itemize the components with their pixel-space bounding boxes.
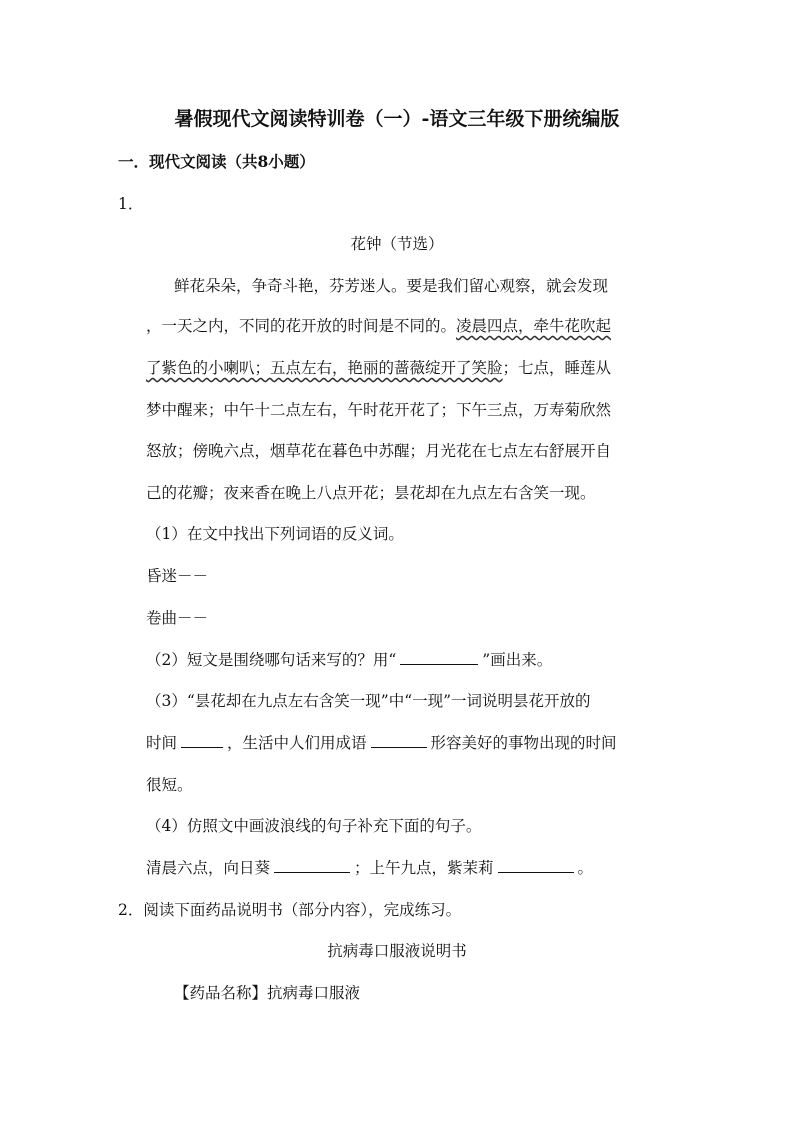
wavy-underlined-text: 凌晨四点，牵牛花吹起 bbox=[456, 317, 612, 335]
sub-question-2-text-end: ”画出来。 bbox=[482, 651, 553, 669]
sub-question-3-line-1: （3）“昙花却在九点左右含笑一现”中“一现”一词说明昙花开放的 bbox=[146, 692, 591, 710]
sub-question-4-text: ；上午九点，紫茉莉 bbox=[354, 859, 494, 877]
passage-line-5: 怒放；傍晚六点，烟草花在暮色中苏醒；月光花在七点左右舒展开自 bbox=[146, 442, 612, 460]
passage-line-2 bbox=[146, 314, 611, 336]
answer-blank[interactable] bbox=[371, 733, 427, 748]
sub-question-4-fill bbox=[146, 856, 593, 878]
sub-question-3-line-3: 很短。 bbox=[146, 776, 193, 794]
sub-question-3-text: 形容美好的事物出现的时间 bbox=[430, 734, 617, 752]
passage-line-3 bbox=[146, 356, 611, 378]
passage-line-1: 鲜花朵朵，争奇斗艳，芬芳迷人。要是我们留心观察，就会发现 bbox=[174, 277, 609, 295]
passage-text: ；七点，睡莲从 bbox=[502, 359, 612, 377]
antonym-item-2: 卷曲－－ bbox=[146, 609, 209, 627]
sub-question-4-text: 清晨六点，向日葵 bbox=[146, 859, 271, 877]
passage-title-medicine: 抗病毒口服液说明书 bbox=[327, 942, 467, 960]
answer-blank[interactable] bbox=[400, 650, 478, 665]
document-title: 暑假现代文阅读特训卷（一）-语文三年级下册统编版 bbox=[174, 108, 620, 130]
sub-question-3-text: ，生活中人们用成语 bbox=[227, 734, 367, 752]
answer-blank[interactable] bbox=[498, 858, 574, 873]
answer-blank[interactable] bbox=[274, 858, 350, 873]
medicine-name-line: 【药品名称】抗病毒口服液 bbox=[174, 984, 361, 1002]
sub-question-2 bbox=[146, 648, 552, 670]
passage-line-6: 己的花瓣；夜来香在晚上八点开花；昙花却在九点左右含笑一现。 bbox=[146, 484, 596, 502]
sub-question-2-text: （2）短文是围绕哪句话来写的？用“ bbox=[146, 651, 397, 669]
sub-question-1: （1）在文中找出下列词语的反义词。 bbox=[146, 525, 404, 543]
sub-question-3-line-2 bbox=[146, 731, 617, 753]
passage-text: ，一天之内，不同的花开放的时间是不同的。 bbox=[146, 317, 457, 335]
question-2-intro: 2．阅读下面药品说明书（部分内容），完成练习。 bbox=[118, 901, 462, 919]
wavy-underlined-text: 了紫色的小喇叭；五点左右，艳丽的蔷薇绽开了笑脸 bbox=[146, 359, 503, 377]
passage-title-flower-clock: 花钟（节选） bbox=[350, 235, 444, 253]
sub-question-3-text: 时间 bbox=[146, 734, 178, 752]
question-1-number: 1． bbox=[118, 195, 144, 213]
antonym-item-1: 昏迷－－ bbox=[146, 567, 209, 585]
sub-question-4-text: 。 bbox=[577, 859, 594, 877]
answer-blank[interactable] bbox=[181, 733, 223, 748]
sub-question-4: （4）仿照文中画波浪线的句子补充下面的句子。 bbox=[146, 817, 482, 835]
section-heading: 一．现代文阅读（共8小题） bbox=[118, 152, 315, 171]
passage-line-4: 梦中醒来；中午十二点左右，午时花开花了；下午三点，万寿菊欣然 bbox=[146, 401, 612, 419]
